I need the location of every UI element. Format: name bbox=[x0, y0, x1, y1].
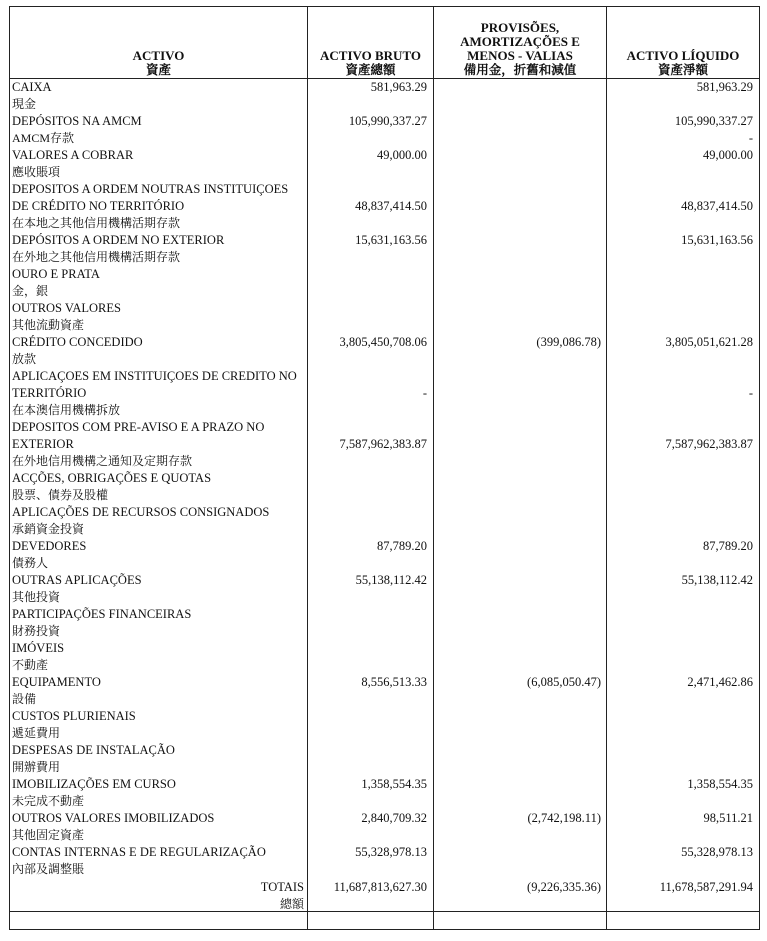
table-row bbox=[10, 640, 759, 674]
row-label bbox=[12, 810, 306, 844]
row-label-zh: 放款 bbox=[12, 352, 37, 366]
row-label-zh: 不動產 bbox=[12, 658, 49, 672]
table-row bbox=[10, 572, 759, 606]
row-label bbox=[12, 113, 306, 147]
row-label-pt: CUSTOS PLURIENAIS bbox=[12, 709, 136, 723]
row-label-zh: 未完成不動產 bbox=[12, 794, 85, 808]
header-prov-line2: AMORTIZAÇÕES E bbox=[460, 34, 580, 49]
row-label bbox=[12, 742, 306, 776]
row-label-pt: OUTROS VALORES IMOBILIZADOS bbox=[12, 811, 215, 825]
row-label-pt: IMOBILIZAÇÕES EM CURSO bbox=[12, 777, 176, 791]
row-activo-liquido: 55,328,978.13 bbox=[681, 845, 753, 859]
table-row bbox=[10, 742, 759, 776]
row-activo-bruto: 2,840,709.32 bbox=[361, 811, 427, 825]
row-label bbox=[12, 606, 306, 640]
row-label-zh: 其他投資 bbox=[12, 590, 61, 604]
header-activo-zh: 資產 bbox=[145, 63, 171, 77]
row-label-zh: 承銷資金投資 bbox=[12, 522, 85, 536]
row-label-zh: AMCM存款 bbox=[12, 131, 75, 145]
row-label-pt: DEPÓSITOS A ORDEM NO EXTERIOR bbox=[12, 233, 225, 247]
totals-provisoes: (9,226,335.36) bbox=[527, 880, 601, 894]
table-row bbox=[10, 232, 759, 266]
row-activo-liquido: 48,837,414.50 bbox=[681, 199, 753, 213]
row-label bbox=[12, 776, 306, 810]
row-label-pt: PARTICIPAÇÕES FINANCEIRAS bbox=[12, 607, 192, 621]
row-label-pt: VALORES A COBRAR bbox=[12, 148, 134, 162]
row-label bbox=[12, 79, 306, 113]
row-label-pt: APLICAÇÕES DE RECURSOS CONSIGNADOS bbox=[12, 505, 270, 519]
totals-label-zh: 總額 bbox=[279, 897, 304, 911]
row-label-pt: OUTRAS APLICAÇÕES bbox=[12, 573, 142, 587]
header-activo-bruto bbox=[308, 7, 433, 78]
row-label-zh: 在本地之其他信用機構活期存款 bbox=[12, 216, 181, 230]
row-label-pt: DEPOSITOS COM PRE-AVISO E A PRAZO NO bbox=[12, 420, 265, 434]
table-row bbox=[10, 708, 759, 742]
row-label-pt: DEPOSITOS A ORDEM NOUTRAS INSTITUIÇOES bbox=[12, 182, 289, 196]
row-label-pt-cont: TERRITÓRIO bbox=[12, 386, 87, 400]
row-label-pt: APLICAÇOES EM INSTITUIÇOES DE CREDITO NO bbox=[12, 369, 297, 383]
row-activo-bruto: 1,358,554.35 bbox=[361, 777, 427, 791]
row-label-zh: 應收賬項 bbox=[12, 165, 61, 179]
totals-label bbox=[10, 879, 304, 913]
row-activo-bruto: 55,138,112.42 bbox=[355, 573, 427, 587]
row-label bbox=[12, 674, 306, 708]
row-label-zh: 遞延費用 bbox=[12, 726, 61, 740]
row-activo-bruto: 105,990,337.27 bbox=[348, 114, 427, 128]
row-activo-bruto: 55,328,978.13 bbox=[355, 845, 427, 859]
row-label-zh: 其他固定資產 bbox=[12, 828, 85, 842]
row-provisoes: (2,742,198.11) bbox=[527, 811, 601, 825]
row-activo-liquido: 2,471,462.86 bbox=[687, 675, 753, 689]
row-activo-bruto: 87,789.20 bbox=[377, 539, 427, 553]
totals-label-pt: TOTAIS bbox=[260, 880, 304, 894]
row-label-zh: 在本澳信用機構拆放 bbox=[12, 403, 121, 417]
row-label-zh: 其他流動資產 bbox=[12, 318, 85, 332]
row-activo-liquido: 49,000.00 bbox=[703, 148, 753, 162]
row-label-zh: 財務投資 bbox=[12, 624, 61, 638]
table-row bbox=[10, 776, 759, 810]
header-prov-line3: MENOS - VALIAS bbox=[467, 48, 573, 63]
row-label-pt: EQUIPAMENTO bbox=[12, 675, 101, 689]
row-label-zh: 在外地之其他信用機構活期存款 bbox=[12, 250, 181, 264]
table-row bbox=[10, 79, 759, 113]
row-provisoes: (6,085,050.47) bbox=[527, 675, 601, 689]
row-label-zh: 金，銀 bbox=[12, 284, 49, 298]
totals-bruto: 11,687,813,627.30 bbox=[333, 880, 427, 894]
row-activo-bruto: 581,963.29 bbox=[370, 80, 427, 94]
row-label bbox=[12, 640, 306, 674]
row-extra-mark: - bbox=[748, 131, 753, 145]
row-label bbox=[12, 844, 306, 878]
table-row bbox=[10, 300, 759, 334]
header-prov-zh: 備用金，折舊和減值 bbox=[463, 63, 577, 77]
row-label bbox=[12, 572, 306, 606]
table-row bbox=[10, 538, 759, 572]
header-prov-line1: PROVISÕES, bbox=[480, 20, 560, 35]
row-label-pt: OURO E PRATA bbox=[12, 267, 100, 281]
row-activo-liquido: - bbox=[748, 386, 753, 400]
row-activo-bruto: 15,631,163.56 bbox=[355, 233, 427, 247]
table-row bbox=[10, 606, 759, 640]
table-row bbox=[10, 266, 759, 300]
row-label bbox=[12, 368, 306, 419]
row-activo-bruto: 3,805,450,708.06 bbox=[339, 335, 427, 349]
header-bruto-zh: 資產總額 bbox=[345, 63, 396, 77]
header-liquido-zh: 資產淨額 bbox=[657, 63, 708, 77]
row-activo-liquido: 7,587,962,383.87 bbox=[665, 437, 753, 451]
row-label bbox=[12, 181, 306, 232]
row-activo-liquido: 581,963.29 bbox=[696, 80, 753, 94]
table-row bbox=[10, 181, 759, 232]
table-row bbox=[10, 674, 759, 708]
row-label bbox=[12, 538, 306, 572]
row-label-pt: DEVEDORES bbox=[12, 539, 87, 553]
row-activo-liquido: 55,138,112.42 bbox=[681, 573, 753, 587]
totals-liquido: 11,678,587,291.94 bbox=[659, 880, 753, 894]
header-activo-pt: ACTIVO bbox=[132, 48, 185, 63]
row-label-pt: DESPESAS DE INSTALAÇÃO bbox=[12, 743, 175, 757]
row-label-pt-cont: DE CRÉDITO NO TERRITÓRIO bbox=[12, 199, 185, 213]
row-activo-liquido: 87,789.20 bbox=[703, 539, 753, 553]
row-label-zh: 債務人 bbox=[12, 556, 49, 570]
table-row bbox=[10, 113, 759, 147]
header-provisoes bbox=[434, 7, 606, 78]
balance-sheet-table bbox=[9, 6, 760, 930]
row-label-pt: CRÉDITO CONCEDIDO bbox=[12, 335, 143, 349]
row-label-pt: CONTAS INTERNAS E DE REGULARIZAÇÃO bbox=[12, 845, 266, 859]
row-activo-bruto: 49,000.00 bbox=[377, 148, 427, 162]
row-label-pt: IMÓVEIS bbox=[12, 641, 65, 655]
table-row bbox=[10, 419, 759, 470]
row-label bbox=[12, 232, 306, 266]
row-label-pt: ACÇÕES, OBRIGAÇÕES E QUOTAS bbox=[12, 471, 212, 485]
table-row bbox=[10, 844, 759, 878]
row-label-zh: 開辦費用 bbox=[12, 760, 61, 774]
header-activo-liquido bbox=[607, 7, 759, 78]
row-activo-liquido: 105,990,337.27 bbox=[674, 114, 753, 128]
row-label-pt: DEPÓSITOS NA AMCM bbox=[12, 114, 142, 128]
row-label bbox=[12, 504, 306, 538]
row-label-pt: CAIXA bbox=[12, 80, 52, 94]
row-activo-liquido: 98,511.21 bbox=[703, 811, 753, 825]
header-activo bbox=[10, 7, 307, 78]
table-row bbox=[10, 147, 759, 181]
row-activo-liquido: 3,805,051,621.28 bbox=[665, 335, 753, 349]
row-label bbox=[12, 266, 306, 300]
row-label bbox=[12, 419, 306, 470]
row-activo-bruto: 7,587,962,383.87 bbox=[339, 437, 427, 451]
row-label-zh: 在外地信用機構之通知及定期存款 bbox=[12, 454, 193, 468]
header-bruto-pt: ACTIVO BRUTO bbox=[320, 48, 421, 63]
table-row bbox=[10, 504, 759, 538]
row-label-zh: 設備 bbox=[12, 692, 37, 706]
row-label bbox=[12, 300, 306, 334]
table-row bbox=[10, 334, 759, 368]
row-label bbox=[12, 470, 306, 504]
row-label-pt: OUTROS VALORES bbox=[12, 301, 121, 315]
table-row bbox=[10, 470, 759, 504]
row-label-pt-cont: EXTERIOR bbox=[12, 437, 74, 451]
row-activo-bruto: 8,556,513.33 bbox=[361, 675, 427, 689]
row-label-zh: 股票、債券及股權 bbox=[12, 488, 109, 502]
row-provisoes: (399,086.78) bbox=[536, 335, 601, 349]
row-label-zh: 現金 bbox=[12, 97, 37, 111]
row-activo-liquido: 1,358,554.35 bbox=[687, 777, 753, 791]
row-label bbox=[12, 708, 306, 742]
row-activo-liquido: 15,631,163.56 bbox=[681, 233, 753, 247]
row-activo-bruto: - bbox=[422, 386, 427, 400]
table-row bbox=[10, 368, 759, 419]
row-label bbox=[12, 147, 306, 181]
table-row bbox=[10, 810, 759, 844]
row-label bbox=[12, 334, 306, 368]
row-label-zh: 內部及調整賬 bbox=[12, 862, 85, 876]
row-activo-bruto: 48,837,414.50 bbox=[355, 199, 427, 213]
header-liquido-pt: ACTIVO LÍQUIDO bbox=[626, 48, 740, 63]
